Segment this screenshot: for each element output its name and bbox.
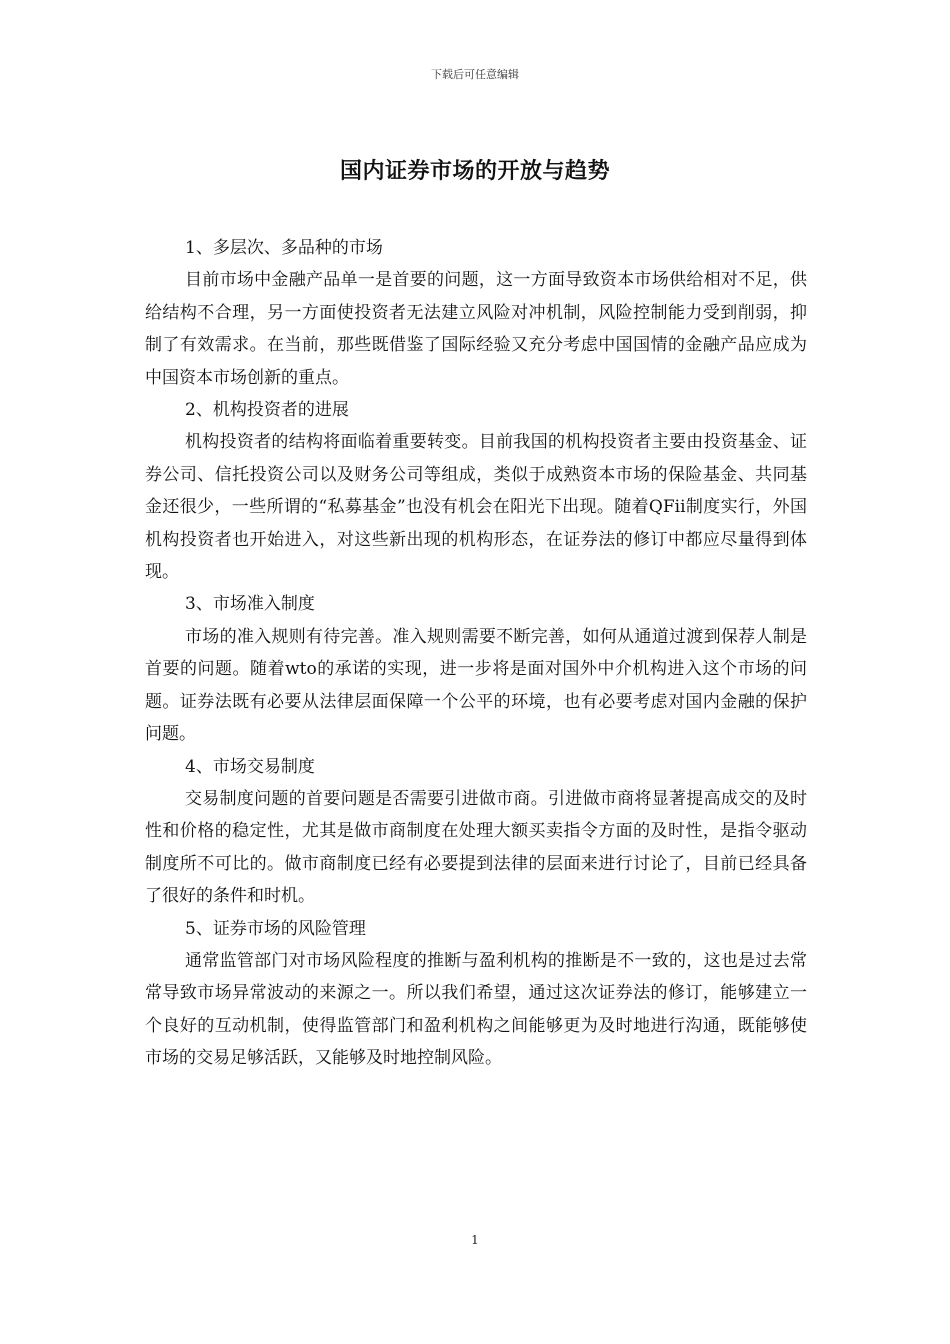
section-heading-2: 2、机构投资者的进展: [185, 400, 349, 421]
section-heading-5: 5、证券市场的风险管理: [185, 918, 366, 939]
page-number: 1: [471, 1233, 479, 1247]
section-heading-3: 3、市场准入制度: [185, 594, 315, 615]
section-paragraph-3: 市场的准入规则有待完善。准入规则需要不断完善，如何从通道过渡到保荐人制是首要的问题。随着wto的承诺的实现，进一步将是面对国外中介机构进入这个市场的问题。证券法既有必要从法律层面保障一个公平的环境，也有必要考虑对国内金融的保护问题。: [145, 626, 807, 745]
section-heading-1: 1、多层次、多品种的市场: [185, 238, 383, 258]
header-note: 下载后可任意编辑: [431, 68, 519, 81]
section-paragraph-5: 通常监管部门对市场风险程度的推断与盈利机构的推断是不一致的，这也是过去常常导致市场异常波动的来源之一。所以我们希望，通过这次证券法的修订，能够建立一个良好的互动机制，使得监管部门和盈利机构之间能够更为及时地进行沟通，既能够使市场的交易足够活跃，又能够及时地控制风险。: [145, 950, 807, 1069]
section-paragraph-4: 交易制度问题的首要问题是否需要引进做市商。引进做市商将显著提高成交的及时性和价格的稳定性，尤其是做市商制度在处理大额买卖指令方面的及时性，是指令驱动制度所不可比的。做市商制度已经有必要提到法律的层面来进行讨论了，目前已经具备了很好的条件和时机。: [145, 788, 807, 907]
section-heading-4: 4、市场交易制度: [185, 756, 315, 777]
section-paragraph-1: 目前市场中金融产品单一是首要的问题，这一方面导致资本市场供给相对不足，供给结构不合理，另一方面使投资者无法建立风险对冲机制，风险控制能力受到削弱，抑制了有效需求。在当前，那些既借鉴了国际经验又充分考虑中国国情的金融产品应成为中国资本市场创新的重点。: [145, 270, 807, 388]
section-paragraph-2: 机构投资者的结构将面临着重要转变。目前我国的机构投资者主要由投资基金、证券公司、信托投资公司以及财务公司等组成，类似于成熟资本市场的保险基金、共同基金还很少，一些所谓的“私募基金”也没有机会在阳光下出现。随着QFii制度实行，外国机构投资者也开始进入，对这些新出现的机构形态，在证券法的修订中都应尽量得到体现。: [145, 432, 807, 583]
document-title: 国内证券市场的开放与趋势: [339, 159, 610, 184]
document-body: [145, 232, 807, 1075]
